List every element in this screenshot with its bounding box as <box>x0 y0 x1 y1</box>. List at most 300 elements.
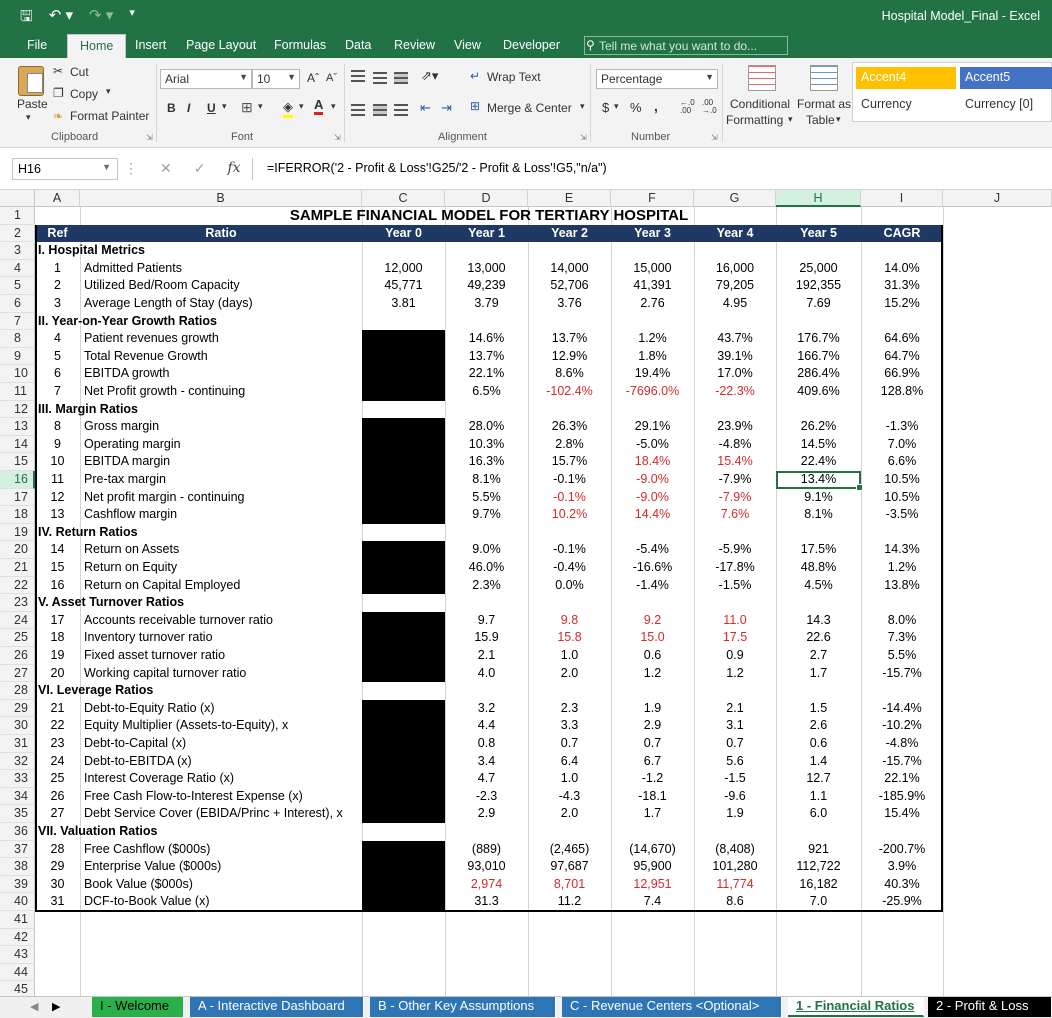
row-header[interactable]: 35 <box>0 805 35 823</box>
value-cell[interactable]: 921 <box>808 841 829 856</box>
value-cell[interactable]: -0.4% <box>553 560 586 574</box>
ref-cell[interactable]: 1 <box>54 260 61 275</box>
value-cell[interactable]: -15.7% <box>882 665 922 680</box>
align-left-icon[interactable] <box>351 104 365 116</box>
value-cell[interactable]: 4.4 <box>477 718 496 733</box>
row-header[interactable]: 31 <box>0 735 35 753</box>
cut-button[interactable]: Cut <box>70 65 89 79</box>
value-cell[interactable]: 14.4% <box>634 507 671 522</box>
value-cell[interactable]: 16,182 <box>799 876 838 891</box>
value-cell[interactable]: -1.3% <box>885 419 919 434</box>
value-cell[interactable]: -200.7% <box>878 841 926 856</box>
style-currency[interactable]: Currency <box>861 97 912 111</box>
value-cell[interactable]: 3.9% <box>887 859 917 874</box>
value-cell[interactable]: -9.0% <box>636 489 669 504</box>
ratio-label-cell[interactable]: Pre-tax margin <box>84 472 166 486</box>
value-cell[interactable]: 7.6% <box>720 507 750 522</box>
value-cell[interactable]: 0.7 <box>643 736 662 750</box>
value-cell[interactable]: 2,974 <box>470 876 503 891</box>
conditional-formatting-line1[interactable]: Conditional <box>730 97 791 111</box>
ratio-label-cell[interactable]: Working capital turnover ratio <box>84 665 247 680</box>
value-cell[interactable]: 2.8% <box>555 436 584 451</box>
value-cell[interactable]: 2.6 <box>809 718 828 733</box>
value-cell[interactable]: 15.4% <box>717 454 753 469</box>
enter-icon[interactable]: ✓ <box>193 160 206 176</box>
format-as-table-line1[interactable]: Format as <box>797 97 852 111</box>
ref-cell[interactable]: 24 <box>50 753 65 768</box>
bottom-align-icon[interactable] <box>394 72 408 84</box>
font-color-dropdown-icon[interactable]: ▾ <box>331 101 336 111</box>
value-cell[interactable]: 16.3% <box>468 454 505 469</box>
row-header[interactable]: 22 <box>0 577 35 595</box>
value-cell[interactable]: 10.3% <box>468 436 505 451</box>
ref-cell[interactable]: 3 <box>54 296 61 310</box>
value-cell[interactable]: 6.6% <box>887 454 917 469</box>
value-cell[interactable]: -5.9% <box>718 542 752 557</box>
value-cell[interactable]: 9.8 <box>560 612 579 627</box>
value-cell[interactable]: 0.6 <box>809 736 828 750</box>
sheet-tab[interactable]: C - Revenue Centers <Optional> <box>562 997 782 1017</box>
style-accent4[interactable]: Accent4 <box>856 67 956 89</box>
value-cell[interactable]: -22.3% <box>715 384 755 398</box>
cut-icon[interactable]: ✂ <box>53 64 64 78</box>
value-cell[interactable]: 3.4 <box>477 753 496 768</box>
value-cell[interactable]: 43.7% <box>717 331 753 346</box>
column-header-a[interactable]: A <box>35 190 80 207</box>
ratio-label-cell[interactable]: Free Cash Flow-to-Interest Expense (x) <box>84 788 303 803</box>
borders-dropdown-icon[interactable]: ▾ <box>258 101 263 111</box>
value-cell[interactable]: -7.9% <box>718 472 752 486</box>
value-cell[interactable]: 6.5% <box>472 384 501 398</box>
ref-cell[interactable]: 4 <box>54 331 61 346</box>
tab-insert[interactable]: Insert <box>135 38 167 52</box>
value-cell[interactable]: 9.7 <box>477 612 496 627</box>
tab-data[interactable]: Data <box>345 38 372 52</box>
value-cell[interactable]: 11.0 <box>723 612 747 627</box>
increase-font-icon[interactable]: Aˆ <box>307 71 319 85</box>
decrease-indent-icon[interactable]: ⇤ <box>420 100 431 115</box>
row-header[interactable]: 17 <box>0 489 35 507</box>
value-cell[interactable]: 1.0 <box>560 648 579 662</box>
value-cell[interactable]: 8,701 <box>553 876 586 891</box>
row-header[interactable]: 16 <box>0 471 35 489</box>
tell-me-box[interactable] <box>584 36 788 55</box>
value-cell[interactable]: 10.2% <box>551 507 588 522</box>
copy-icon[interactable]: ❐ <box>53 86 64 100</box>
value-cell[interactable]: 64.7% <box>884 348 920 363</box>
value-cell[interactable]: 1.1 <box>809 788 828 803</box>
value-cell[interactable]: 0.7 <box>726 736 744 750</box>
value-cell[interactable]: 31.3 <box>474 894 499 909</box>
row-header[interactable]: 14 <box>0 436 35 454</box>
value-cell[interactable]: 1.4 <box>809 753 828 768</box>
copy-dropdown-icon[interactable]: ▾ <box>106 86 111 96</box>
middle-align-icon[interactable] <box>373 72 387 84</box>
row-header[interactable]: 2 <box>0 225 35 243</box>
ratio-label-cell[interactable]: Fixed asset turnover ratio <box>84 648 226 662</box>
row-header[interactable]: 33 <box>0 770 35 788</box>
value-cell[interactable]: 5.5% <box>887 648 917 662</box>
value-cell[interactable]: -7696.0% <box>625 384 680 398</box>
value-cell[interactable]: 0.7 <box>560 736 579 750</box>
value-cell[interactable]: 15.7% <box>551 454 588 469</box>
value-cell[interactable]: 49,239 <box>467 278 506 293</box>
value-cell[interactable]: 26.3% <box>551 419 588 434</box>
value-cell[interactable]: 4.7 <box>477 771 496 786</box>
formula-input[interactable]: =IFERROR('2 - Profit & Loss'!G25/'2 - Profit & Loss'!G5,"n/a") <box>252 158 1052 180</box>
ref-cell[interactable]: 17 <box>50 612 65 627</box>
value-cell[interactable]: 12.9% <box>551 348 588 363</box>
row-header[interactable]: 34 <box>0 788 35 806</box>
paste-dropdown-icon[interactable]: ▾ <box>26 112 31 122</box>
value-cell[interactable]: 112,722 <box>796 859 841 874</box>
value-cell[interactable]: 9.7% <box>472 507 501 522</box>
value-cell[interactable]: 13.7% <box>468 348 505 363</box>
value-cell[interactable]: 9.2 <box>643 612 662 627</box>
row-header[interactable]: 29 <box>0 700 35 718</box>
row-header[interactable]: 37 <box>0 841 35 859</box>
sheet-tab[interactable]: 2 - Profit & Loss <box>928 997 1052 1017</box>
value-cell[interactable]: 1.2% <box>638 331 667 346</box>
value-cell[interactable]: 11.2 <box>557 894 582 909</box>
font-launcher-icon[interactable]: ⇲ <box>334 133 341 142</box>
font-name-select[interactable] <box>160 69 252 89</box>
undo-icon[interactable]: ↶ ▾ <box>48 7 74 24</box>
conditional-formatting-icon[interactable] <box>748 65 776 91</box>
value-cell[interactable]: 66.9% <box>884 366 920 381</box>
currency-format-button[interactable]: $ <box>602 100 610 115</box>
wrap-text-icon[interactable]: ↵ <box>470 69 481 83</box>
column-header-c[interactable]: C <box>362 190 445 207</box>
value-cell[interactable]: -2.3 <box>475 788 498 803</box>
ratio-label-cell[interactable]: Free Cashflow ($000s) <box>84 841 211 856</box>
row-header[interactable]: 32 <box>0 753 35 771</box>
ref-cell[interactable]: 25 <box>50 771 65 786</box>
value-cell[interactable]: 1.9 <box>726 806 744 821</box>
value-cell[interactable]: 1.9 <box>643 700 662 715</box>
cancel-icon[interactable]: ✕ <box>160 160 172 176</box>
row-header[interactable]: 40 <box>0 893 35 911</box>
value-cell[interactable]: 9.0% <box>472 542 501 557</box>
ratio-label-cell[interactable]: Return on Capital Employed <box>84 577 241 592</box>
row-header[interactable]: 4 <box>0 260 35 278</box>
ref-cell[interactable]: 14 <box>50 542 65 557</box>
value-cell[interactable]: 46.0% <box>468 560 505 574</box>
format-painter-button[interactable]: Format Painter <box>70 109 150 123</box>
ratio-label-cell[interactable]: Debt Service Cover (EBIDA/Princ + Interest), x <box>84 806 343 821</box>
ref-cell[interactable]: 7 <box>54 384 61 398</box>
borders-icon[interactable]: ⊞ <box>241 99 253 115</box>
font-color-icon[interactable]: A <box>314 98 323 115</box>
decrease-decimal-icon[interactable]: .00 →.0 <box>702 98 717 115</box>
value-cell[interactable]: -0.1% <box>553 489 586 504</box>
value-cell[interactable]: 1.2 <box>643 665 662 680</box>
value-cell[interactable]: 1.7 <box>809 665 828 680</box>
value-cell[interactable]: 2.0 <box>560 806 579 821</box>
ref-cell[interactable]: 10 <box>50 454 65 469</box>
value-cell[interactable]: 7.3% <box>887 630 917 645</box>
value-cell[interactable]: 93,010 <box>467 859 506 874</box>
tab-developer[interactable]: Developer <box>503 38 560 52</box>
value-cell[interactable]: -15.7% <box>882 753 922 768</box>
ratio-label-cell[interactable]: Net Profit growth - continuing <box>84 384 246 398</box>
style-accent5[interactable]: Accent5 <box>960 67 1052 89</box>
value-cell[interactable]: 3.79 <box>474 296 499 310</box>
value-cell[interactable]: 2.9 <box>477 806 496 821</box>
clipboard-launcher-icon[interactable]: ⇲ <box>146 133 153 142</box>
column-header-j[interactable]: J <box>943 190 1052 207</box>
prev-sheet-icon[interactable]: ◀ <box>30 1001 39 1013</box>
value-cell[interactable]: 4.5% <box>804 577 833 592</box>
value-cell[interactable]: 7.69 <box>806 296 831 310</box>
value-cell[interactable]: 17.5 <box>722 630 748 645</box>
value-cell[interactable]: 15.0 <box>640 630 665 645</box>
ref-cell[interactable]: 6 <box>54 366 61 381</box>
value-cell[interactable]: 7.4 <box>643 894 662 909</box>
value-cell[interactable]: 14.0% <box>884 260 920 275</box>
value-cell[interactable]: 19.4% <box>634 366 671 381</box>
value-cell[interactable]: 8.1% <box>472 472 501 486</box>
sheet-tab[interactable]: A - Interactive Dashboard <box>190 997 364 1017</box>
worksheet-grid[interactable] <box>0 190 1052 996</box>
row-header[interactable]: 7 <box>0 313 35 331</box>
ref-cell[interactable]: 12 <box>50 489 65 504</box>
ratio-label-cell[interactable]: Book Value ($000s) <box>84 876 193 891</box>
value-cell[interactable]: 25,000 <box>799 260 838 275</box>
value-cell[interactable]: 6.0 <box>809 806 828 821</box>
tab-file[interactable]: File <box>27 38 48 52</box>
value-cell[interactable]: 3.2 <box>477 700 496 715</box>
value-cell[interactable]: 16,000 <box>715 260 755 275</box>
row-header[interactable]: 36 <box>0 823 35 841</box>
ref-cell[interactable]: 30 <box>50 876 65 891</box>
value-cell[interactable]: 29.1% <box>634 419 671 434</box>
row-header[interactable]: 6 <box>0 295 35 313</box>
column-header-i[interactable]: I <box>861 190 943 207</box>
value-cell[interactable]: 1.7 <box>643 806 662 821</box>
value-cell[interactable]: -18.1 <box>638 788 667 803</box>
value-cell[interactable]: -17.8% <box>715 560 755 574</box>
value-cell[interactable]: 101,280 <box>712 859 758 874</box>
ratio-label-cell[interactable]: Utilized Bed/Room Capacity <box>84 278 240 293</box>
selected-cell-h16[interactable] <box>776 471 861 489</box>
value-cell[interactable]: 3.3 <box>560 718 579 733</box>
sheet-tab[interactable]: 1 - Financial Ratios <box>788 997 924 1017</box>
ref-cell[interactable]: 27 <box>50 806 65 821</box>
bold-button[interactable]: B <box>167 101 176 115</box>
top-align-icon[interactable] <box>351 70 365 82</box>
row-header[interactable]: 42 <box>0 929 35 947</box>
value-cell[interactable]: 45,771 <box>384 278 423 293</box>
value-cell[interactable]: (14,670) <box>629 841 676 856</box>
value-cell[interactable]: 10.5% <box>884 472 920 486</box>
value-cell[interactable]: 41,391 <box>633 278 672 293</box>
comma-style-button[interactable]: , <box>654 98 658 114</box>
ratio-label-cell[interactable]: Operating margin <box>84 436 181 451</box>
tab-view[interactable]: View <box>454 38 481 52</box>
ref-cell[interactable]: 8 <box>54 419 61 434</box>
value-cell[interactable]: -5.4% <box>636 542 669 557</box>
ratio-label-cell[interactable]: Cashflow margin <box>84 507 178 522</box>
column-header-h[interactable]: H <box>776 190 861 207</box>
value-cell[interactable]: 8.0% <box>887 612 917 627</box>
value-cell[interactable]: 15.2% <box>884 296 920 310</box>
value-cell[interactable]: 22.1% <box>468 366 505 381</box>
value-cell[interactable]: -3.5% <box>885 507 919 522</box>
value-cell[interactable]: 2.1 <box>726 700 744 715</box>
value-cell[interactable]: 1.2% <box>887 560 917 574</box>
value-cell[interactable]: 409.6% <box>797 384 840 398</box>
align-right-icon[interactable] <box>394 104 408 116</box>
value-cell[interactable]: 166.7% <box>797 348 840 363</box>
row-header[interactable]: 10 <box>0 365 35 383</box>
conditional-formatting-line2[interactable]: Formatting <box>726 113 784 127</box>
tab-formulas[interactable]: Formulas <box>274 38 327 52</box>
underline-dropdown-icon[interactable]: ▾ <box>222 101 227 111</box>
value-cell[interactable]: 128.8% <box>880 384 924 398</box>
value-cell[interactable]: -9.0% <box>636 472 669 486</box>
row-header[interactable]: 21 <box>0 559 35 577</box>
value-cell[interactable]: 6.4 <box>560 753 579 768</box>
merge-dropdown-icon[interactable]: ▾ <box>580 101 585 111</box>
number-format-select[interactable] <box>596 69 718 89</box>
row-header[interactable]: 9 <box>0 348 35 366</box>
format-as-table-line2[interactable]: Table <box>806 113 835 127</box>
value-cell[interactable]: 13,000 <box>467 260 506 275</box>
row-header[interactable]: 19 <box>0 524 35 542</box>
value-cell[interactable]: 7.0% <box>887 436 917 451</box>
increase-decimal-icon[interactable]: ←.0 .00 <box>680 98 695 115</box>
row-header[interactable]: 24 <box>0 612 35 630</box>
value-cell[interactable]: 26.2% <box>800 419 837 434</box>
ratio-label-cell[interactable]: Debt-to-Equity Ratio (x) <box>84 700 215 715</box>
ratio-label-cell[interactable]: Admitted Patients <box>84 260 182 275</box>
style-currency-0[interactable]: Currency [0] <box>965 97 1034 111</box>
value-cell[interactable]: 13.4% <box>800 472 837 486</box>
value-cell[interactable]: -14.4% <box>882 700 922 715</box>
save-icon[interactable]: 🖫 <box>20 8 33 25</box>
wrap-text-button[interactable]: Wrap Text <box>487 70 541 84</box>
sheet-tab[interactable]: I - Welcome <box>92 997 184 1017</box>
value-cell[interactable]: 4.0 <box>477 665 496 680</box>
paste-button[interactable]: Paste <box>17 97 48 111</box>
value-cell[interactable]: 22.4% <box>800 454 837 469</box>
ref-cell[interactable]: 15 <box>50 560 65 574</box>
ref-cell[interactable]: 18 <box>50 630 65 645</box>
value-cell[interactable]: 7.0 <box>809 894 828 909</box>
ref-cell[interactable]: 2 <box>54 278 61 293</box>
value-cell[interactable]: 10.5% <box>884 489 920 504</box>
row-header[interactable]: 44 <box>0 964 35 982</box>
value-cell[interactable]: 17.5% <box>800 542 837 557</box>
value-cell[interactable]: -1.4% <box>636 577 669 592</box>
ratio-label-cell[interactable]: Debt-to-EBITDA (x) <box>84 753 192 768</box>
row-header[interactable]: 25 <box>0 629 35 647</box>
select-all-corner[interactable] <box>0 190 35 207</box>
row-header[interactable]: 11 <box>0 383 35 401</box>
row-header[interactable]: 23 <box>0 594 35 612</box>
ratio-label-cell[interactable]: Debt-to-Capital (x) <box>84 736 187 750</box>
alignment-launcher-icon[interactable]: ⇲ <box>580 133 587 142</box>
value-cell[interactable]: 64.6% <box>884 331 920 346</box>
value-cell[interactable]: 2.9 <box>643 718 662 733</box>
sheet-tab[interactable]: B - Other Key Assumptions <box>370 997 556 1017</box>
value-cell[interactable]: -10.2% <box>882 718 922 733</box>
value-cell[interactable]: 2.3% <box>472 577 501 592</box>
column-header-e[interactable]: E <box>528 190 611 207</box>
ratio-label-cell[interactable]: Enterprise Value ($000s) <box>84 859 222 874</box>
value-cell[interactable]: 52,706 <box>550 278 589 293</box>
italic-button[interactable]: I <box>187 101 191 115</box>
value-cell[interactable]: 14.3 <box>806 612 831 627</box>
customize-icon[interactable]: ▾ <box>129 7 135 19</box>
value-cell[interactable]: -1.2 <box>641 771 664 786</box>
value-cell[interactable]: -1.5% <box>718 577 752 592</box>
row-header[interactable]: 15 <box>0 453 35 471</box>
row-header[interactable]: 13 <box>0 418 35 436</box>
next-sheet-icon[interactable]: ▶ <box>52 1001 61 1013</box>
row-header[interactable]: 26 <box>0 647 35 665</box>
value-cell[interactable]: 0.6 <box>643 648 662 662</box>
value-cell[interactable]: 1.2 <box>726 665 744 680</box>
value-cell[interactable]: 15.8 <box>557 630 582 645</box>
value-cell[interactable]: 8.6% <box>555 366 584 381</box>
value-cell[interactable]: (889) <box>471 841 502 856</box>
row-header[interactable]: 1 <box>0 207 35 225</box>
row-header[interactable]: 45 <box>0 981 35 996</box>
ratio-label-cell[interactable]: Average Length of Stay (days) <box>84 296 253 310</box>
value-cell[interactable]: 1.0 <box>560 771 579 786</box>
ratio-label-cell[interactable]: Net profit margin - continuing <box>84 489 245 504</box>
value-cell[interactable]: -102.4% <box>546 384 593 398</box>
insert-function-icon[interactable]: fx <box>227 160 241 176</box>
value-cell[interactable]: 23.9% <box>717 419 753 434</box>
value-cell[interactable]: 2.1 <box>477 648 496 662</box>
format-painter-icon[interactable]: ❧ <box>53 109 64 123</box>
ratio-label-cell[interactable]: Accounts receivable turnover ratio <box>84 612 273 627</box>
ratio-label-cell[interactable]: Total Revenue Growth <box>84 348 208 363</box>
value-cell[interactable]: 6.7 <box>643 753 662 768</box>
value-cell[interactable]: 286.4% <box>797 366 840 381</box>
value-cell[interactable]: 2.3 <box>560 700 579 715</box>
ratio-label-cell[interactable]: Gross margin <box>84 419 160 434</box>
row-header[interactable]: 30 <box>0 717 35 735</box>
paste-icon[interactable] <box>18 66 44 96</box>
ref-cell[interactable]: 29 <box>50 859 65 874</box>
value-cell[interactable]: 0.9 <box>726 648 744 662</box>
tab-page-layout[interactable]: Page Layout <box>186 38 257 52</box>
value-cell[interactable]: -0.1% <box>553 472 586 486</box>
value-cell[interactable]: 48.8% <box>800 560 837 574</box>
ref-cell[interactable]: 16 <box>50 577 65 592</box>
value-cell[interactable]: -4.8% <box>885 736 919 750</box>
value-cell[interactable]: 3.76 <box>557 296 582 310</box>
row-header[interactable]: 3 <box>0 242 35 260</box>
value-cell[interactable]: 5.6 <box>726 753 744 768</box>
format-as-table-icon[interactable] <box>810 65 838 91</box>
ref-cell[interactable]: 21 <box>50 700 65 715</box>
row-header[interactable]: 43 <box>0 946 35 964</box>
row-header[interactable]: 28 <box>0 682 35 700</box>
ratio-label-cell[interactable]: Return on Assets <box>84 542 180 557</box>
ref-cell[interactable]: 5 <box>54 348 61 363</box>
ratio-label-cell[interactable]: Patient revenues growth <box>84 331 219 346</box>
column-header-b[interactable]: B <box>80 190 362 207</box>
ref-cell[interactable]: 11 <box>51 472 64 486</box>
row-header[interactable]: 5 <box>0 277 35 295</box>
value-cell[interactable]: -9.6 <box>724 788 746 803</box>
ratio-label-cell[interactable]: EBITDA margin <box>84 454 171 469</box>
